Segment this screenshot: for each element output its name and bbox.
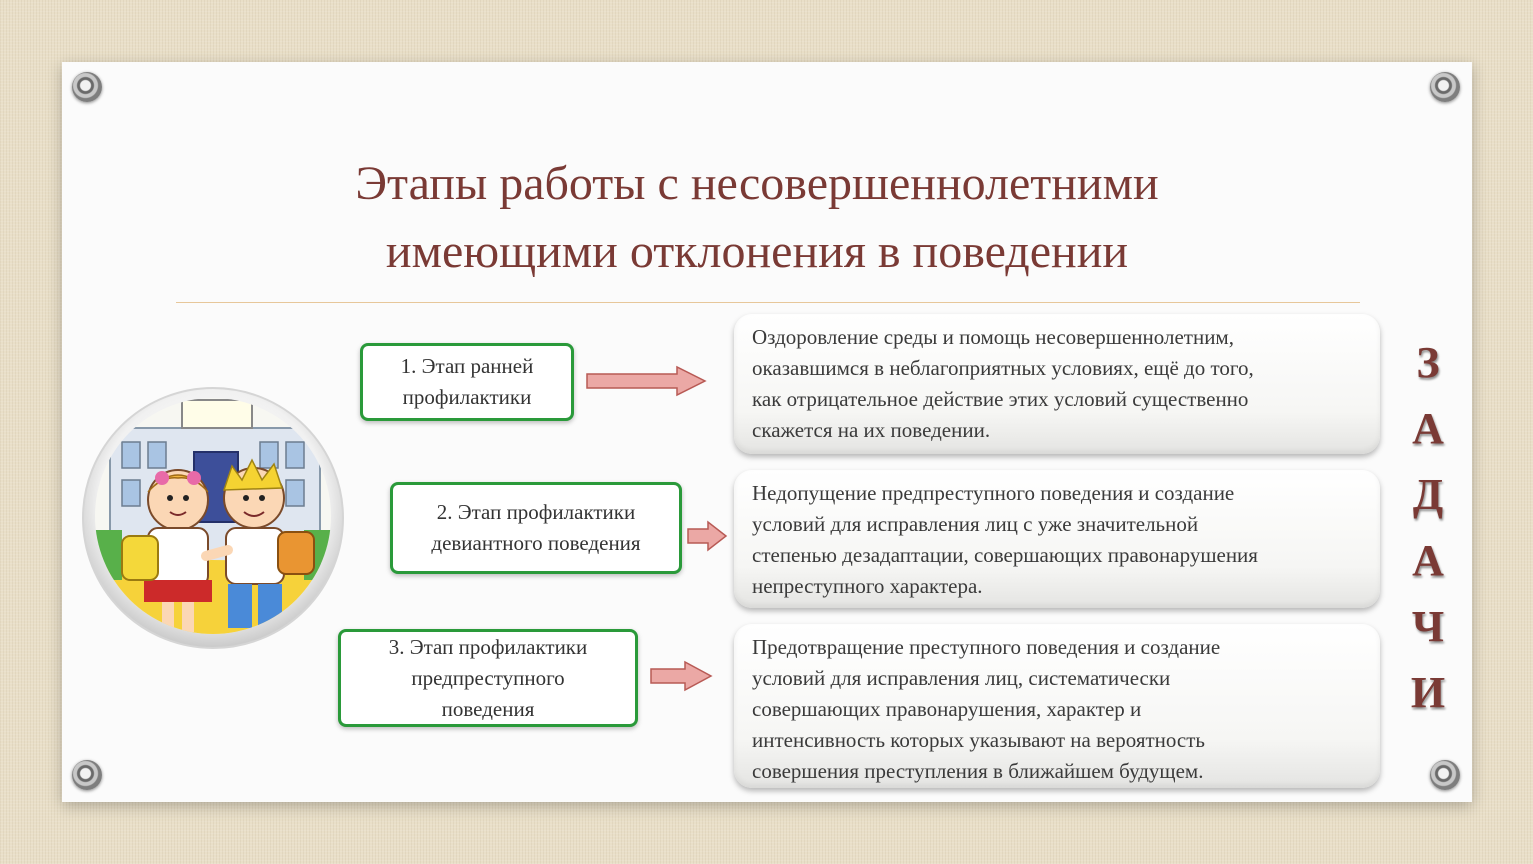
stage-2-line-1: 2. Этап профилактики xyxy=(436,500,636,524)
stage-2-box xyxy=(390,482,682,574)
right-arrow-icon xyxy=(686,520,728,552)
task-3-line-1: Предотвращение преступного поведения и создание xyxy=(752,635,1221,659)
rivet-icon xyxy=(1430,72,1460,102)
right-arrow-icon xyxy=(649,660,713,692)
heading-letter: А xyxy=(1412,404,1444,453)
task-3-line-5: совершения преступления в ближайшем будущем. xyxy=(752,759,1204,783)
stage-3-line-2: предпреступного xyxy=(411,665,565,690)
task-1-line-1: Оздоровление среды и помощь несовершеннолетним, xyxy=(752,325,1234,349)
stage-3-line-1: 3. Этап профилактики xyxy=(388,634,588,659)
heading-letter: Д xyxy=(1412,470,1444,519)
task-2-line-3: степенью дезадаптации, совершающих правонарушения xyxy=(752,543,1258,567)
stage-3-line-3: поведения xyxy=(441,696,535,721)
heading-letter: Ч xyxy=(1411,602,1445,651)
task-3-line-2: условий для исправления лиц, систематически xyxy=(752,666,1171,690)
right-arrow-icon xyxy=(585,365,709,397)
task-1-line-4: скажется на их поведении. xyxy=(752,418,991,442)
task-1-line-3: как отрицательное действие этих условий существенно xyxy=(752,387,1249,411)
title-divider xyxy=(176,302,1360,303)
task-2-box xyxy=(734,470,1380,608)
heading-letter: И xyxy=(1410,668,1446,717)
task-2-line-4: непреступного характера. xyxy=(752,574,983,598)
heading-letter: А xyxy=(1412,536,1444,585)
children-at-school-illustration xyxy=(82,380,344,652)
rivet-icon xyxy=(72,72,102,102)
task-3-line-4: интенсивность которых указывают на вероятность xyxy=(752,728,1205,752)
rivet-icon xyxy=(72,760,102,790)
task-3-box xyxy=(734,624,1380,788)
stage-1-line-2: профилактики xyxy=(402,385,532,409)
title-line-1: Этапы работы с несовершеннолетними xyxy=(355,157,1159,210)
task-2-line-1: Недопущение предпреступного поведения и создание xyxy=(752,481,1235,505)
slide-title xyxy=(212,150,1302,286)
stage-2-line-2: девиантного поведения xyxy=(431,531,641,555)
task-3-line-3: совершающих правонарушения, характер и xyxy=(752,697,1142,721)
stage-1-box xyxy=(360,343,574,421)
slide-board xyxy=(62,62,1472,802)
stage-3-box xyxy=(338,629,638,727)
heading-letter: З xyxy=(1416,338,1440,387)
rivet-icon xyxy=(1430,760,1460,790)
task-2-line-2: условий для исправления лиц с уже значительной xyxy=(752,512,1199,536)
task-1-line-2: оказавшимся в неблагоприятных условиях, ещё до того, xyxy=(752,356,1254,380)
stage-1-line-1: 1. Этап ранней xyxy=(400,354,534,378)
tasks-vertical-heading xyxy=(1398,330,1458,726)
task-1-box xyxy=(734,314,1380,454)
title-line-2: имеющими отклонения в поведении xyxy=(385,225,1129,278)
